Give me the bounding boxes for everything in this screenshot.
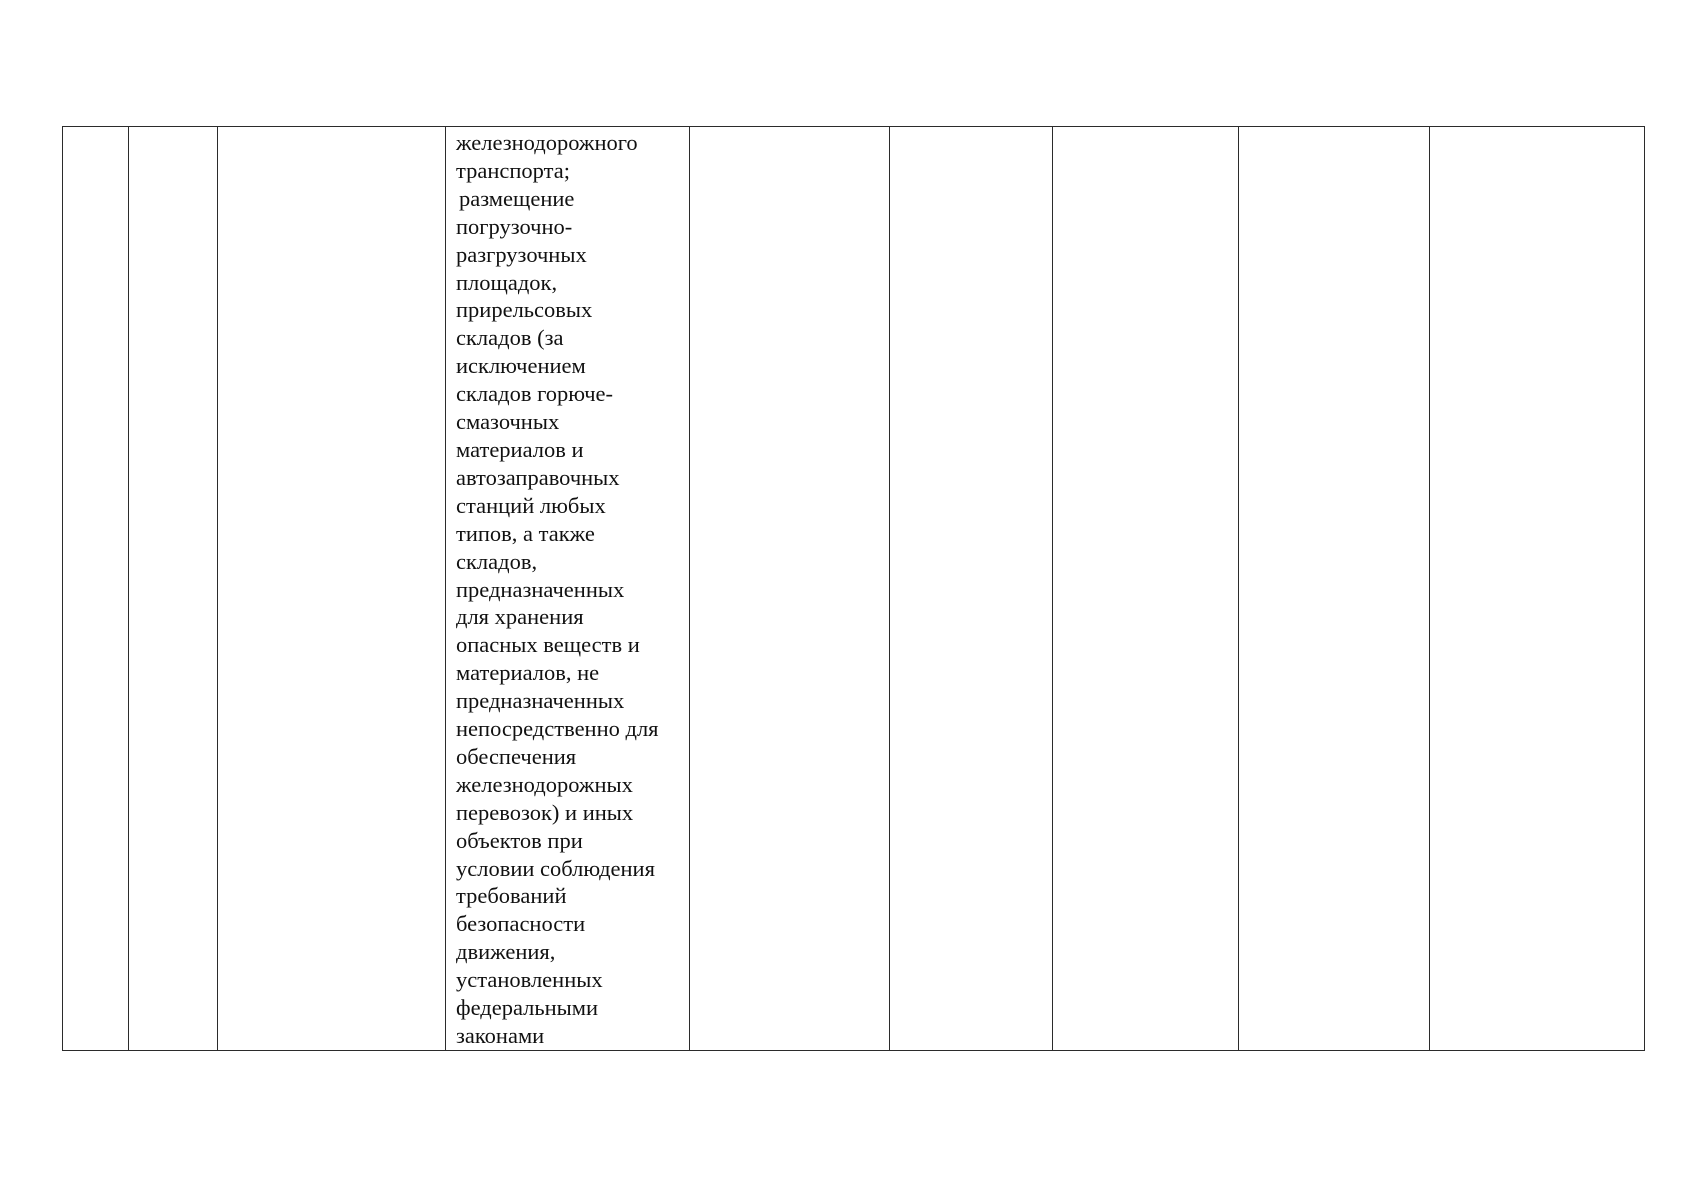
text-line: для хранения xyxy=(456,604,584,630)
document-table xyxy=(62,126,1645,1051)
table-cell-col-4 xyxy=(446,127,690,1051)
text-line: федеральными xyxy=(456,995,599,1021)
table-cell-col-6 xyxy=(890,127,1053,1051)
text-line: движения, xyxy=(456,939,556,965)
text-line: исключением xyxy=(456,353,586,379)
table-cell-col-1 xyxy=(63,127,129,1051)
text-line: материалов и xyxy=(456,436,584,462)
text-line: размещение xyxy=(459,185,575,211)
text-line: прирельсовых xyxy=(456,297,593,323)
text-line: станций любых xyxy=(456,492,606,518)
text-line: объектов при xyxy=(456,827,583,853)
text-line: разгрузочных xyxy=(456,241,587,267)
permitted-use-description xyxy=(446,127,689,1050)
text-line: непосредственно для xyxy=(456,716,659,742)
text-line: обеспечения xyxy=(456,743,577,769)
text-line: смазочных xyxy=(456,409,560,435)
text-line: установленных xyxy=(456,967,603,993)
text-line: складов (за xyxy=(456,325,564,351)
table-cell-col-7 xyxy=(1053,127,1239,1051)
table-row xyxy=(63,127,1645,1051)
text-line: автозаправочных xyxy=(456,464,620,490)
text-line: предназначенных xyxy=(456,688,625,714)
text-line: транспорта; xyxy=(456,157,570,183)
text-line: законами xyxy=(456,1023,545,1048)
text-line: предназначенных xyxy=(456,576,625,602)
text-line: площадок, xyxy=(456,269,558,295)
text-line: складов, xyxy=(456,548,538,574)
text-line: опасных веществ и xyxy=(456,632,640,658)
table-cell-col-2 xyxy=(129,127,218,1051)
text-line: перевозок) и иных xyxy=(456,799,634,825)
text-line: безопасности xyxy=(456,911,586,937)
text-line: железнодорожных xyxy=(456,771,633,797)
text-line: складов горюче- xyxy=(456,381,613,407)
table-cell-col-5 xyxy=(690,127,890,1051)
table-cell-col-8 xyxy=(1239,127,1430,1051)
table-cell-col-3 xyxy=(218,127,446,1051)
text-line: типов, а также xyxy=(456,520,595,546)
text-line: железнодорожного xyxy=(456,130,638,155)
text-line: погрузочно- xyxy=(456,213,573,239)
text-line: условии соблюдения xyxy=(456,855,655,881)
text-line: требований xyxy=(456,883,567,909)
text-line: материалов, не xyxy=(456,660,600,686)
table-cell-col-9 xyxy=(1430,127,1645,1051)
